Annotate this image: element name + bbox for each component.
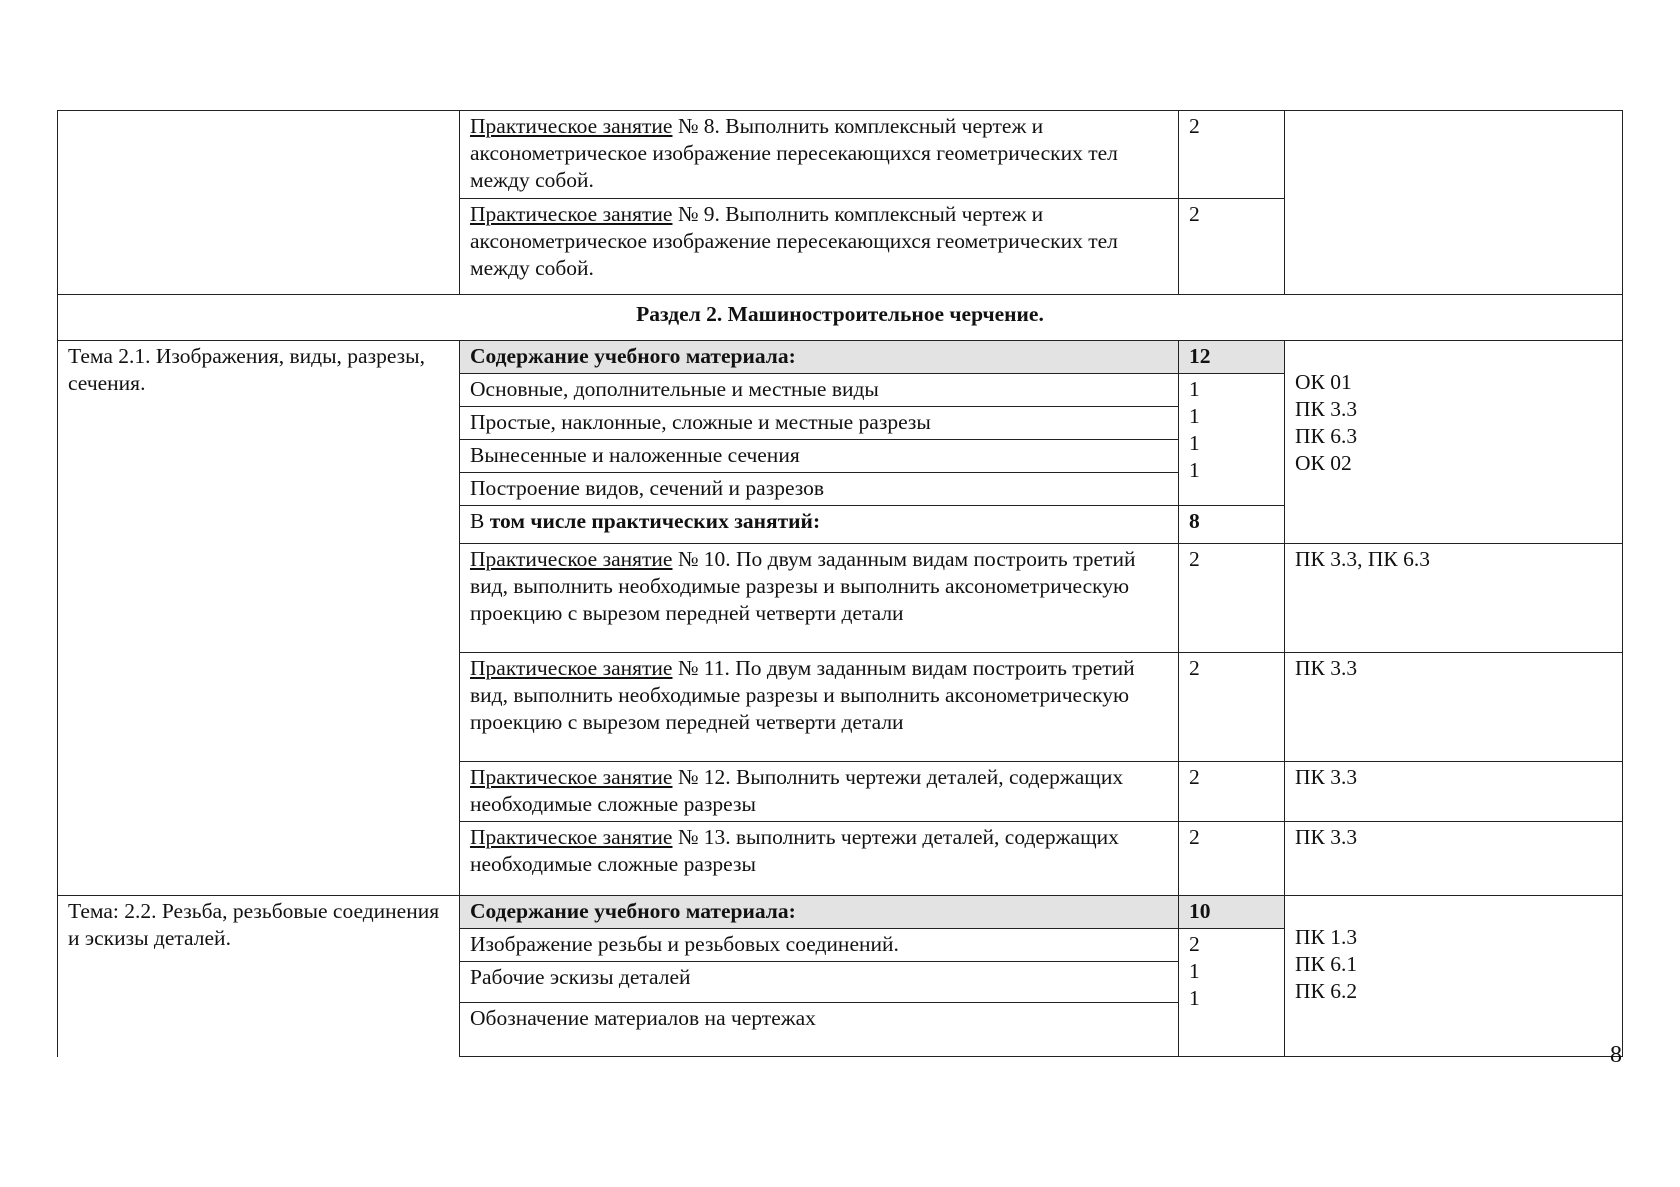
content-item: Вынесенные и наложенные сечения [460,440,1179,473]
content-item: Построение видов, сечений и разрезов [460,473,1179,506]
item-hours: 1 [1189,458,1200,482]
practice-number: № 13. [677,825,731,849]
practice-hours: 2 [1179,822,1285,896]
topic-2-2-title: Тема: 2.2. Резьба, резьбовые соединения и эскизы деталей. [58,896,460,1057]
practice-text: По двум заданным видам построить третий вид, выполнить необходимые разрезы и выполнить аксонометрическую проекцию с вырезом передней четверти детали [470,656,1135,734]
practice-summary [460,506,1179,544]
practice-row-12 [460,762,1179,822]
item-hours: 1 [1189,404,1200,428]
practice-text: Выполнить чертежи деталей, содержащих необходимые сложные разрезы [470,765,1124,816]
practice-hours: 2 [1179,111,1285,199]
content-item: Простые, наклонные, сложные и местные разрезы [460,407,1179,440]
page-number: 8 [1610,1042,1622,1068]
practice-hours: 2 [1179,199,1285,295]
practice-competency: ПК 3.3 [1285,762,1623,822]
competency-code: ПК 3.3 [1295,397,1358,421]
item-hours: 2 [1189,932,1200,956]
practice-row-11 [460,653,1179,762]
item-hours: 1 [1189,959,1200,983]
practice-summary-label: том числе практических занятий: [489,509,821,533]
practice-competency: ПК 3.3 [1285,822,1623,896]
practice-number: № 8. [677,114,720,138]
practice-hours: 2 [1179,762,1285,822]
practice-competency: ПК 3.3 [1285,653,1623,762]
practice-hours: 2 [1179,544,1285,653]
practice-number: № 11. [677,656,730,680]
content-header: Содержание учебного материала: [460,896,1179,929]
practice-competency: ПК 3.3, ПК 6.3 [1285,544,1623,653]
practice-label: Практическое занятие [470,765,673,789]
practice-label: Практическое занятие [470,825,673,849]
competency-code: ОК 02 [1295,451,1352,475]
practice-label: Практическое занятие [470,656,673,680]
item-hours: 1 [1189,377,1200,401]
content-item-hours [1179,374,1285,506]
practice-row-9 [460,199,1179,295]
practice-number: № 10. [677,547,731,571]
practice-label: Практическое занятие [470,202,673,226]
topic-2-1-title: Тема 2.1. Изображения, виды, разрезы, сечения. [58,341,460,896]
item-hours: 1 [1189,431,1200,455]
content-item: Рабочие эскизы деталей [460,962,1179,1003]
practice-label: Практическое занятие [470,114,673,138]
practice-hours: 2 [1179,653,1285,762]
content-item: Основные, дополнительные и местные виды [460,374,1179,407]
content-item-hours [1179,929,1285,1057]
practice-row-8 [460,111,1179,199]
competency-code: ПК 6.2 [1295,979,1358,1003]
continuation-competency-cell [1285,111,1623,295]
topic-2-1-competencies [1285,341,1623,544]
practice-label: Практическое занятие [470,547,673,571]
practice-number: № 12. [677,765,731,789]
content-item: Изображение резьбы и резьбовых соединений. [460,929,1179,962]
topic-2-2-competencies [1285,896,1623,1057]
practice-text: Выполнить комплексный чертеж и аксонометрическое изображение пересекающихся геометрических тел между собой. [470,114,1118,192]
content-hours: 10 [1179,896,1285,929]
content-item: Обозначение материалов на чертежах [460,1003,1179,1057]
content-hours: 12 [1179,341,1285,374]
practice-text: выполнить чертежи деталей, содержащих необходимые сложные разрезы [470,825,1119,876]
practice-number: № 9. [677,202,720,226]
item-hours: 1 [1189,986,1200,1010]
practice-summary-prefix: В [470,509,490,533]
competency-code: ПК 6.3 [1295,424,1358,448]
practice-text: По двум заданным видам построить третий вид, выполнить необходимые разрезы и выполнить аксонометрическую проекцию с вырезом передней четверти детали [470,547,1136,625]
practice-row-13 [460,822,1179,896]
curriculum-table [57,110,1623,1057]
competency-code: ПК 6.1 [1295,952,1358,976]
practice-text: Выполнить комплексный чертеж и аксонометрическое изображение пересекающихся геометрических тел между собой. [470,202,1118,280]
competency-code: ПК 1.3 [1295,925,1358,949]
section-title: Раздел 2. Машиностроительное черчение. [58,295,1623,341]
practice-summary-hours: 8 [1179,506,1285,544]
competency-code: ОК 01 [1295,370,1352,394]
practice-row-10 [460,544,1179,653]
content-header: Содержание учебного материала: [460,341,1179,374]
continuation-topic-cell [58,111,460,295]
